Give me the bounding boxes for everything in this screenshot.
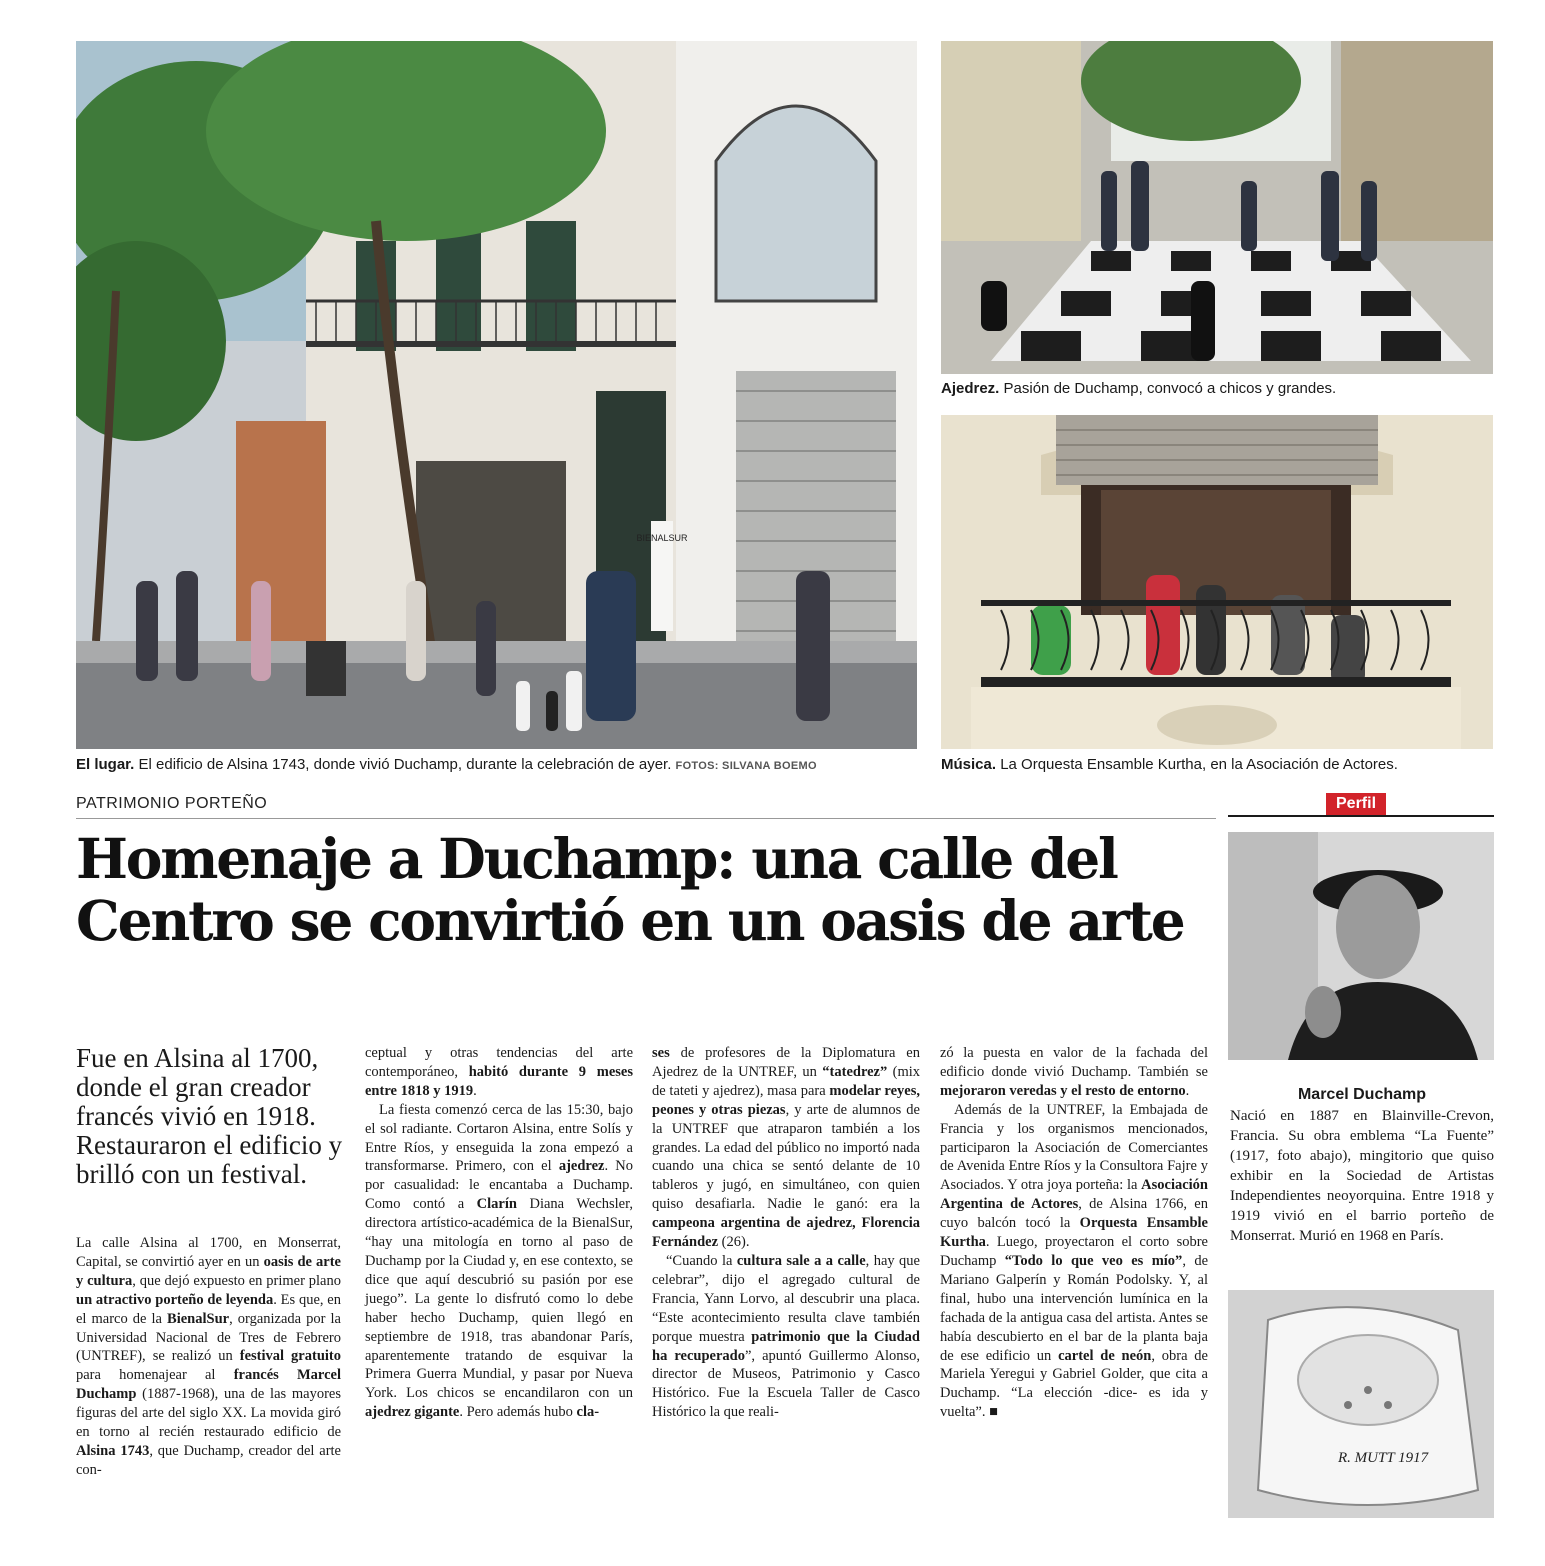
- body-column-1: [76, 1234, 341, 1480]
- body-paragraph: ceptual y otras tendencias del arte contemporáneo, habitó durante 9 meses entre 1818 y 1919.: [365, 1045, 633, 1099]
- caption-music-title: Música.: [941, 756, 997, 773]
- perfil-badge: Perfil: [1326, 793, 1386, 815]
- body-paragraph: “Cuando la cultura sale a a calle, hay que celebrar”, dijo el agregado cultural de Francia, Yann Lorvo, al descubrir una placa. “Este acontecimiento resulta clave también porque muestra patrimonio que la Ciudad ha recuperado”, apuntó Guillermo Alonso, director de Museos, Patrimonio y Casco Histórico. Fue la Escuela Taller de Casco Histórico la que reali-: [652, 1252, 920, 1421]
- photo-duchamp-portrait: [1228, 832, 1494, 1060]
- body-column-4: [940, 1044, 1208, 1422]
- fountain-signature: R. MUTT 1917: [1338, 1450, 1429, 1466]
- lede: Fue en Alsina al 1700, donde el gran creador francés vivió en 1918. Restauraron el edificio y brilló con un festival.: [76, 1043, 343, 1189]
- photo-main-building: [76, 41, 917, 749]
- body-paragraph: zó la puesta en valor de la fachada del edificio donde vivió Duchamp. También se mejoraron veredas y el resto de entorno.: [940, 1045, 1208, 1099]
- headline: Homenaje a Duchamp: una calle del Centro se convirtió en un oasis de arte: [76, 826, 1184, 953]
- body-paragraph: Además de la UNTREF, la Embajada de Francia y los organismos mencionados, participaron la Asociación de Comerciantes de Avenida Entre Ríos y la Consultora Fajre y Asociados. Y otra joya porteña: la Asociación Argentina de Actores, de Alsina 1766, en cuyo balcón tocó la Orquesta Ensamble Kurtha. Luego, proyectaron el corto sobre Duchamp “Todo lo que veo es mío”, de Mariano Galperín y Román Podolsky. Y, al final, hubo una intervención lumínica en la fachada de la antigua casa del artista. Antes se había descubierto en el bar de la planta baja de ese edificio un cartel de neón, obra de Mariela Yeregui y Gabriel Golder, que cita a Duchamp. “La elección -dice- es ida y vuelta”. ■: [940, 1101, 1209, 1421]
- caption-chess-text: Pasión de Duchamp, convocó a chicos y grandes.: [1003, 380, 1337, 397]
- photo-credit: FOTOS: SILVANA BOEMO: [675, 760, 817, 772]
- body-paragraph: ses de profesores de la Diplomatura en Ajedrez de la UNTREF, un “tatedrez” (mix de tateti y ajedrez), masa para modelar reyes, peones y otras piezas, y arte de alumnos de la UNTREF que atraparon también a los grandes. La edad del público no importó nada cuando una chica se sentó delante de 10 tableros y jugó, en simultáneo, con quien quiso desafiarla. Nadie le ganó: era la campeona argentina de ajedrez, Florencia Fernández (26).: [652, 1045, 920, 1251]
- section-rule: [76, 818, 1216, 819]
- perfil-rule: [1228, 815, 1494, 817]
- body-column-3: [652, 1044, 920, 1422]
- caption-main: [76, 756, 817, 775]
- perfil-name: Marcel Duchamp: [1297, 1086, 1427, 1103]
- photo-fountain: [1228, 1290, 1494, 1518]
- bienalsur-sign-text: BIENALSUR: [636, 533, 688, 543]
- caption-music: [941, 756, 1398, 774]
- body-paragraph: La calle Alsina al 1700, en Monserrat, Capital, se convirtió ayer en un oasis de arte y cultura, que dejó expuesto en primer plano un atractivo porteño de leyenda. Es que, en el marco de la BienalSur, organizada por la Universidad Nacional de Tres de Febrero (UNTREF), se realizó un festival gratuito para homenajear al francés Marcel Duchamp (1887-1968), una de las mayores figuras del arte del siglo XX. La movida giró en torno al recién restaurado edificio de Alsina 1743, que Duchamp, creador del arte con-: [76, 1235, 342, 1478]
- caption-chess: [941, 380, 1336, 398]
- caption-main-title: El lugar.: [76, 756, 135, 773]
- section-label: PATRIMONIO PORTEÑO: [76, 795, 268, 812]
- caption-chess-title: Ajedrez.: [941, 380, 1000, 397]
- caption-main-text: El edificio de Alsina 1743, donde vivió Duchamp, durante la celebración de ayer.: [138, 756, 672, 773]
- perfil-text: Nació en 1887 en Blainville-Crevon, Francia. Su obra emblema “La Fuente” (1917, foto abajo), mingitorio que quiso exhibir en la Sociedad de Artistas Independientes neoyorquina. Entre 1918 y 1919 vivió en el barrio porteño de Monserrat. Murió en 1968 en París.: [1230, 1108, 1494, 1244]
- body-paragraph: La fiesta comenzó cerca de las 15:30, bajo el sol radiante. Cortaron Alsina, entre Solís y Entre Ríos, y enseguida la zona empezó a transformarse. Primero, con el ajedrez. No por casualidad: le encantaba a Duchamp. Como contó a Clarín Diana Wechsler, directora artístico-académica de la BienalSur, “hay una mitología en torno al paso de Duchamp por la Ciudad y, en ese contexto, se dice que aquí descubrió su pasión por ese juego”. La gente lo disfrutó como lo debe haber hecho Duchamp, quien llegó en septiembre de 1918, tras abandonar París, aparentemente tratando de esquivar la Primera Guerra Mundial, y pasar por Nueva York. Los chicos se encandilaron con un ajedrez gigante. Pero además hubo cla-: [365, 1101, 633, 1421]
- photo-chess: [941, 41, 1493, 374]
- body-column-2: [365, 1044, 633, 1422]
- photo-music: [941, 415, 1493, 749]
- caption-music-text: La Orquesta Ensamble Kurtha, en la Asociación de Actores.: [1000, 756, 1398, 773]
